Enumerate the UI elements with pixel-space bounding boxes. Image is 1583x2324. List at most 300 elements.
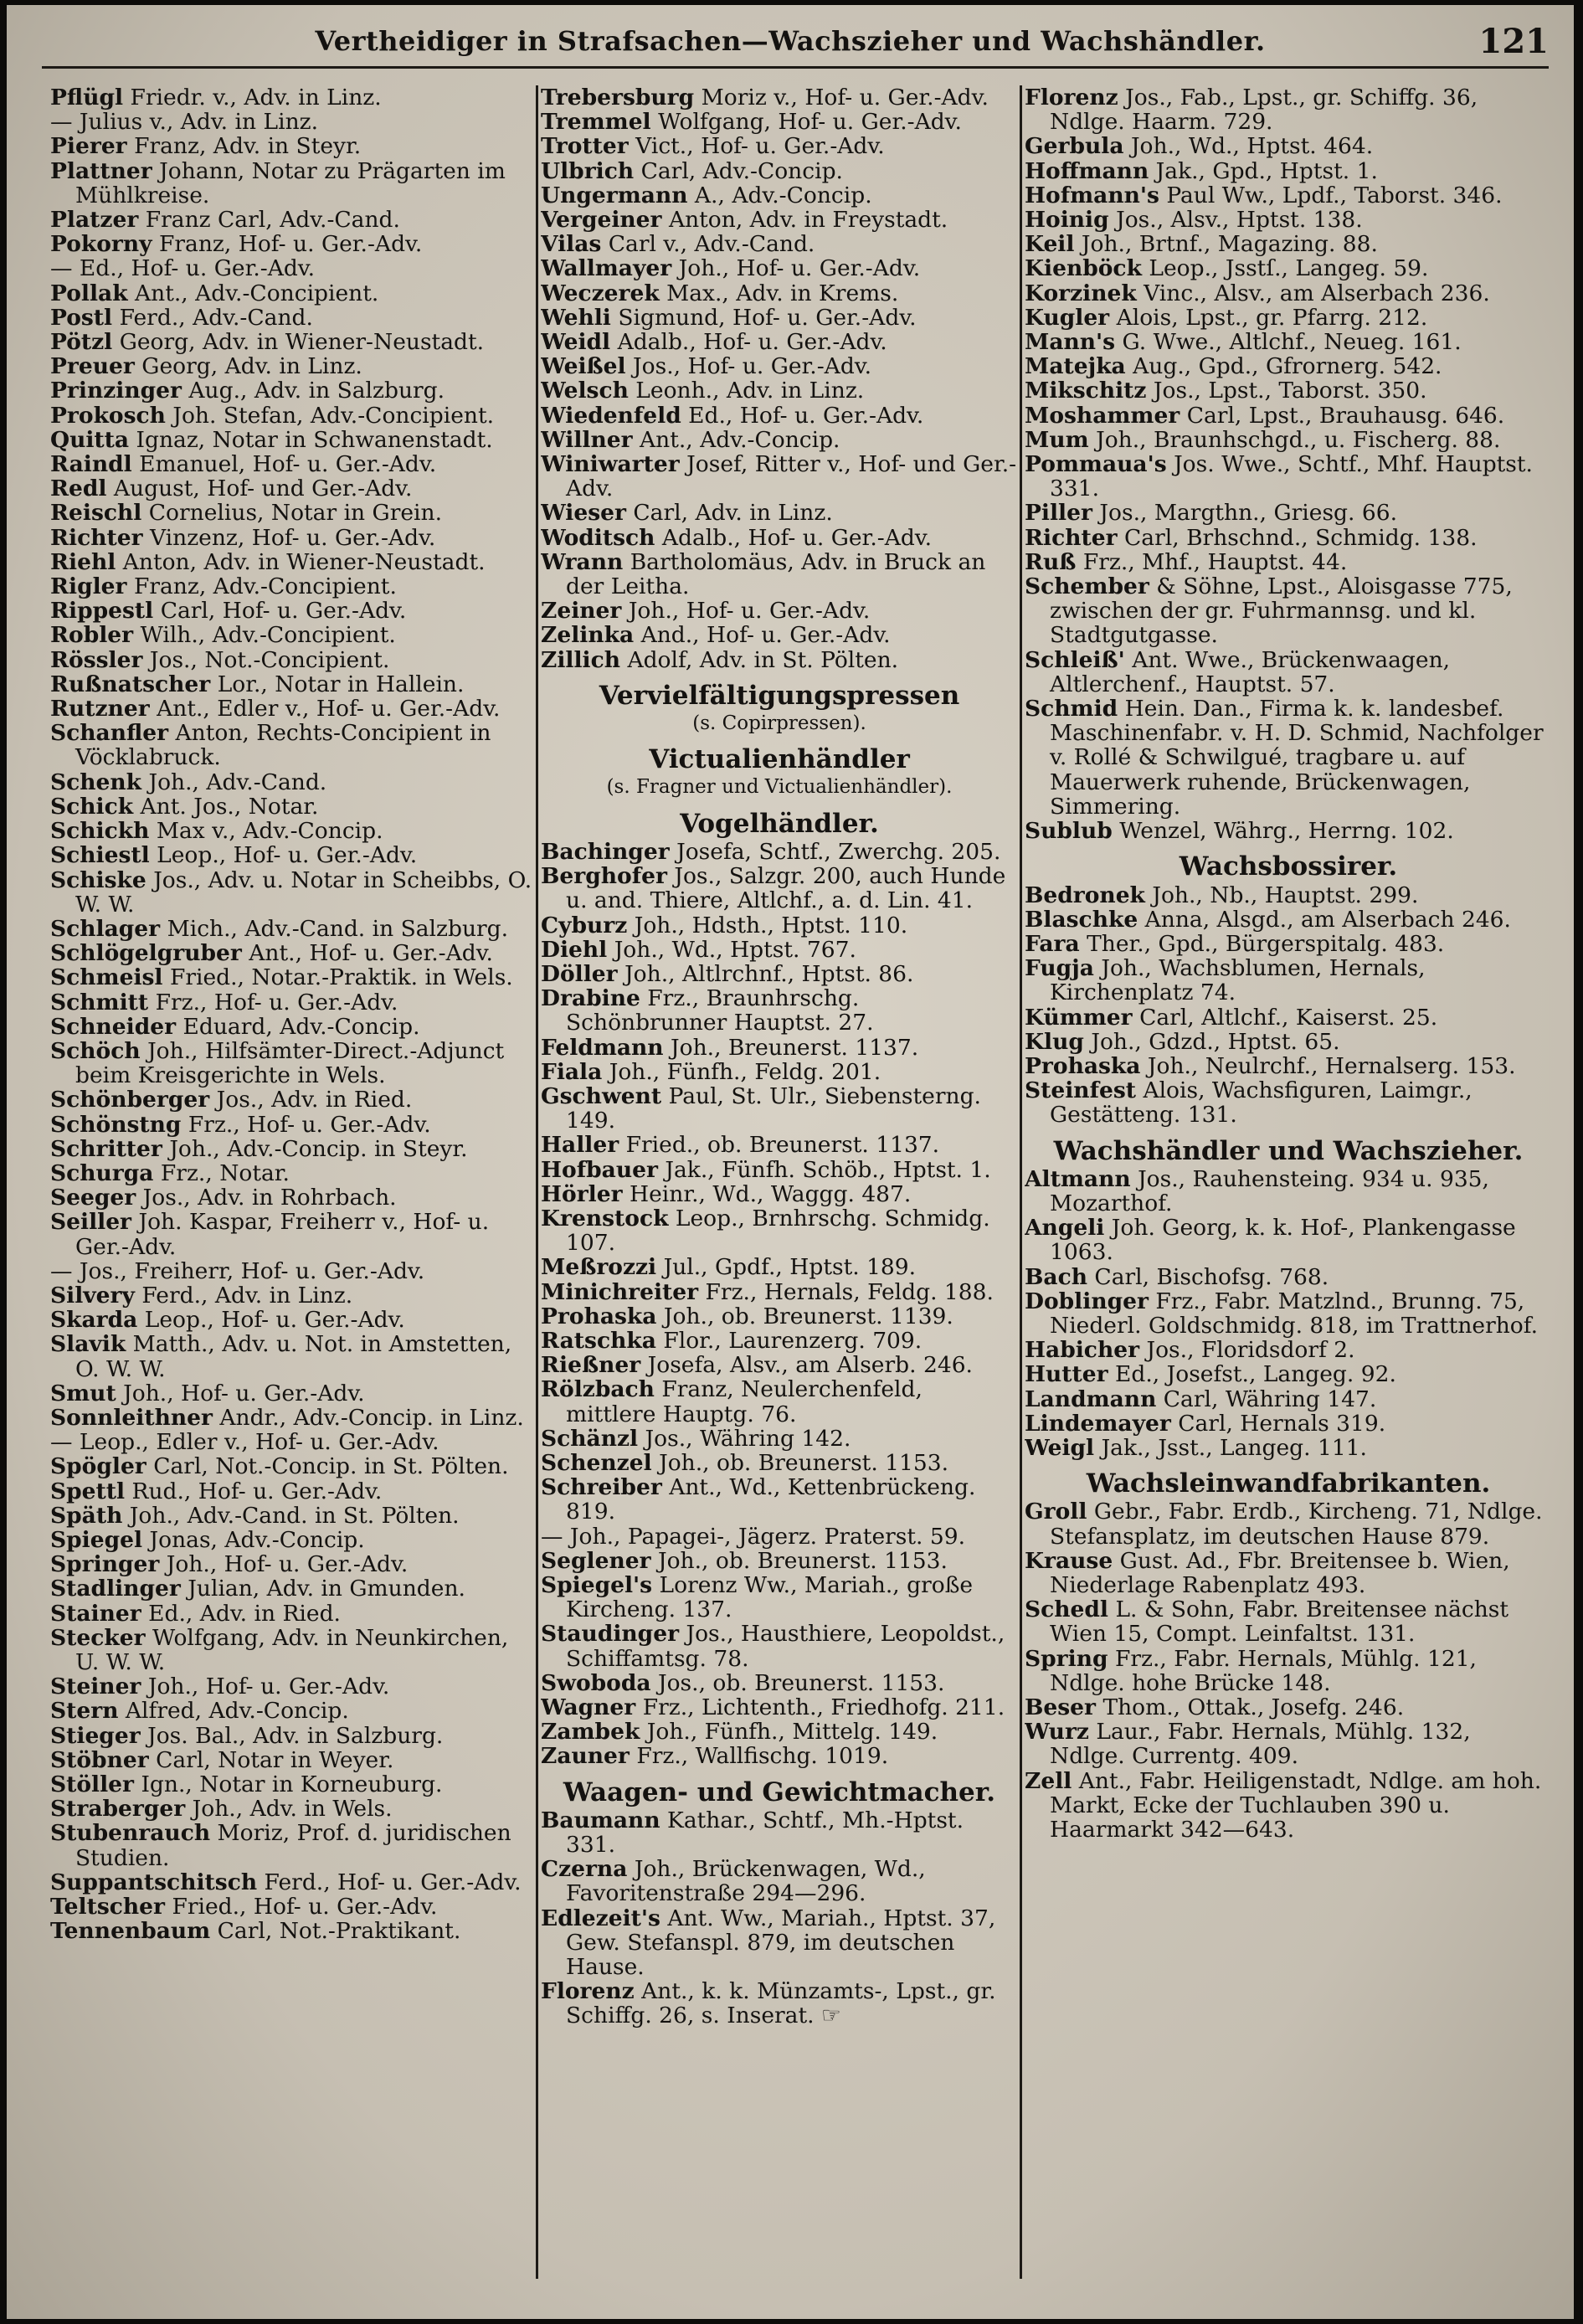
directory-entry [541,1304,1018,1329]
entry-name: Rießner [541,1352,641,1379]
directory-entry [50,1528,534,1552]
directory-entry [541,452,1018,501]
entry-name: Bach [1025,1263,1087,1290]
entry-name: Schanfler [50,720,169,747]
entry-details: Josefa, Alsv., am Alserb. 246. [647,1352,973,1379]
entry-name: Prokosch [50,402,166,429]
entry-details: Anna, Alsgd., am Alserbach 246. [1144,906,1511,933]
directory-entry [541,354,1018,378]
directory-entry [50,1015,534,1039]
entry-details: Ant. Wwe., Brückenwaagen, Altlerchenf., Hauptst. 57. [1050,646,1451,697]
directory-entry [541,1808,1018,1857]
entry-details: Carl, Altlchf., Kaiserst. 25. [1139,1004,1438,1031]
directory-entry [1025,1695,1552,1720]
directory-entry [541,1671,1018,1695]
entry-name: Schiestl [50,842,150,869]
entry-name: Bedronek [1025,882,1145,908]
entry-details: Anton, Adv. in Wiener-Neustadt. [122,548,486,575]
section-heading-vogelhaendler: Vogelhändler. [680,808,879,839]
section-heading-wachsbossirer: Wachsbossirer. [1179,851,1398,882]
entry-details: Jos., Salzgr. 200, auch Hunde u. and. Thiere, Altlchf., a. d. Lin. 41. [566,863,1006,914]
entry-name: Quitta [50,426,130,453]
entry-name: Pierer [50,133,127,160]
entry-name: Suppantschitsch [50,1869,258,1895]
entry-name: Schenk [50,769,142,795]
entry-name: Edlezeit's [541,1905,660,1931]
entry-details: Wolfgang, Adv. in Neunkirchen, U. W. W. [75,1624,509,1675]
entry-name: Keil [1025,231,1075,258]
directory-entry [541,1060,1018,1084]
entry-name: Schneider [50,1013,177,1040]
entry-name: Florenz [541,1978,635,2005]
entry-details: A., Adv.-Concip. [694,182,872,208]
directory-entry [1025,232,1552,256]
entry-details: — Ed., Hof- u. Ger.-Adv. [50,255,316,282]
directory-entry [50,526,534,550]
entry-list [541,840,1018,1769]
directory-entry [541,1906,1018,1980]
entry-name: Straberger [50,1796,186,1823]
entry-details: Ed., Adv. in Ried. [148,1600,341,1627]
entry-details: Joh., Hof- u. Ger.-Adv. [147,1674,390,1700]
directory-entry [541,1329,1018,1353]
directory-entry [541,134,1018,158]
entry-name: Krause [1025,1547,1113,1574]
entry-name: Hutter [1025,1361,1108,1388]
directory-entry [50,1308,534,1332]
entry-name: Stern [50,1698,119,1725]
entry-details: Joh., Wd., Hptst. 464. [1130,133,1374,160]
entry-details: Fried., ob. Breunerst. 1137. [625,1132,940,1159]
entry-details: Julian, Adv. in Gmunden. [188,1576,465,1602]
directory-entry [1025,501,1552,525]
entry-name: Woditsch [541,524,655,551]
entry-name: Vergeiner [541,207,662,234]
entry-name: Zillich [541,646,621,673]
entry-name: Meßrozzi [541,1254,657,1281]
entry-name: Stöbner [50,1746,149,1773]
entry-details: Joh., Hof- u. Ger.-Adv. [166,1551,409,1578]
entry-name: Hörler [541,1180,623,1207]
entry-name: Seiller [50,1209,132,1236]
entry-name: Silvery [50,1282,135,1309]
entry-name: Baumann [541,1807,660,1833]
entry-details: Ther., Gpd., Bürgerspitalg. 483. [1087,930,1445,957]
directory-entry [1025,1499,1552,1548]
entry-details: Moriz, Prof. d. juridischen Studien. [75,1820,511,1871]
entry-name: Rigler [50,573,127,600]
directory-entry [50,1895,534,1919]
entry-details: — Joh., Papagei-, Jägerz. Praterst. 59. [541,1523,966,1550]
entry-name: Preuer [50,353,135,380]
directory-entry [1025,378,1552,403]
entry-details: Joh., Altlrchnf., Hptst. 86. [624,960,914,987]
entry-details: Carl, Währing 147. [1163,1386,1377,1412]
entry-details: Aug., Gpd., Gfrornerg. 542. [1133,353,1442,380]
running-head: Vertheidiger in Strafsachen—Wachszieher und Wachshändler. [315,25,1266,57]
entry-details: Joh., ob. Breunerst. 1153. [657,1547,948,1574]
column-3 [1025,85,1552,2287]
entry-details: Joh., Brtnf., Magazing. 88. [1081,231,1378,258]
entry-name: Prohaska [1025,1052,1141,1079]
directory-entry [1025,306,1552,330]
directory-entry [541,1549,1018,1573]
directory-entry [50,1161,534,1185]
entry-details: Joh., Fünfh., Mittelg. 149. [646,1719,938,1746]
entry-details: Franz, Adv.-Concipient. [133,573,397,600]
entry-details: Jos. Wwe., Schtf., Mhf. Hauptst. 331. [1050,451,1533,502]
entry-name: Teltscher [50,1894,165,1920]
directory-entry [1025,1769,1552,1843]
directory-entry [50,1113,534,1137]
entry-details: Jak., Jsst., Langeg. 111. [1101,1434,1367,1461]
entry-details: Joh., Brückenwagen, Wd., Favoritenstraße 294—296. [566,1856,926,1907]
directory-entry [541,1573,1018,1622]
entry-name: Rutzner [50,696,150,722]
entry-name: Sublub [1025,818,1113,845]
entry-details: Adalb., Hof- u. Ger.-Adv. [617,329,887,356]
entry-name: Döller [541,960,618,987]
entry-details: Joh., Nb., Hauptst. 299. [1152,882,1419,908]
entry-details: Frz., Fabr. Matzlnd., Brunng. 75, Niederl. Goldschmidg. 818, im Trattnerhof. [1050,1288,1539,1339]
entry-name: Schöch [50,1037,141,1064]
directory-entry [1025,354,1552,378]
directory-entry [541,306,1018,330]
directory-entry [541,1524,1018,1549]
entry-details: Jos., Not.-Concipient. [149,646,390,673]
entry-name: Feldmann [541,1034,664,1061]
entry-name: Klug [1025,1028,1084,1055]
entry-name: Bachinger [541,838,670,865]
entry-name: Schönberger [50,1087,210,1113]
directory-entry [50,330,534,354]
entry-name: Angeli [1025,1215,1105,1242]
entry-details: Jos., Lpst., Taborst. 350. [1153,378,1427,404]
entry-details: Carl, Lpst., Brauhausg. 646. [1186,402,1505,429]
entry-name: Kugler [1025,304,1110,331]
entry-details: Jak., Gpd., Hptst. 1. [1155,157,1378,184]
entry-details: Paul Ww., Lpdf., Taborst. 346. [1166,182,1503,208]
entry-details: Jos. Bal., Adv. in Salzburg. [147,1722,444,1749]
entry-name: Pflügl [50,85,124,111]
entry-details: Max v., Adv.-Concip. [156,818,383,845]
entry-name: Kümmer [1025,1004,1133,1031]
entry-details: Frz., Hof- u. Ger.-Adv. [155,989,398,1015]
entry-details: Frz., Hof- u. Ger.-Adv. [188,1111,431,1138]
entry-name: Plattner [50,157,152,184]
entry-name: Weidl [541,329,611,356]
directory-entry [50,697,534,721]
entry-details: Anton, Adv. in Freystadt. [668,207,948,234]
column-2 [541,85,1018,2287]
entry-name: Mum [1025,426,1089,453]
directory-entry [1025,183,1552,208]
entry-details: Ant., Wd., Kettenbrückeng. 819. [566,1474,976,1525]
entry-details: Carl, Adv.-Concip. [640,157,843,184]
entry-details: Jak., Fünfh. Schöb., Hptst. 1. [665,1156,991,1183]
directory-entry [50,110,534,134]
entry-name: Weczerek [541,280,660,306]
entry-name: Rippestl [50,598,154,625]
directory-entry [1025,1265,1552,1289]
directory-entry [1025,1387,1552,1411]
entry-details: Alois, Lpst., gr. Pfarrg. 212. [1116,304,1428,331]
entry-details: Joh., Hof- u. Ger.-Adv. [123,1380,365,1406]
entry-list [1025,1167,1552,1460]
directory-entry [50,1381,534,1406]
entry-details: Georg, Adv. in Wiener-Neustadt. [119,329,485,356]
directory-entry [1025,648,1552,697]
directory-entry [50,721,534,769]
entry-details: Franz Carl, Adv.-Cand. [145,207,400,234]
directory-entry [1025,281,1552,306]
entry-details: Carl, Brhschnd., Schmidg. 138. [1124,524,1478,551]
entry-name: Schember [1025,573,1149,600]
entry-details: Jonas, Adv.-Concip. [149,1526,365,1553]
entry-name: Doblinger [1025,1288,1149,1314]
entry-details: Aug., Adv. in Salzburg. [188,378,445,404]
entry-details: Wenzel, Währg., Herrng. 102. [1119,818,1454,845]
entry-name: Vilas [541,231,602,258]
directory-entry [541,1377,1018,1426]
directory-entry [541,1622,1018,1670]
entry-details: Joh., Gdzd., Hptst. 65. [1091,1028,1340,1055]
directory-entry [50,1504,534,1528]
entry-name: Trebersburg [541,85,695,111]
directory-entry [541,550,1018,599]
entry-name: Spring [1025,1645,1108,1672]
entry-name: Zambek [541,1719,640,1746]
cross-reference: (s. Copirpressen). [692,712,866,735]
directory-entry [50,672,534,697]
cross-reference: (s. Fragner und Victualienhändler). [606,776,953,799]
entry-details: Georg, Adv. in Linz. [141,353,362,380]
directory-entry [1025,550,1552,574]
entry-details: Heinr., Wd., Waggg. 487. [630,1180,912,1207]
entry-details: Ant., Fabr. Heiligenstadt, Ndlge. am hoh. Markt, Ecke der Tuchlauben 390 u. Haarmarkt 342—643. [1050,1767,1542,1843]
section-heading-vervielfaeltigungspressen: Vervielfältigungspressen [599,680,960,711]
directory-entry [1025,1167,1552,1216]
entry-name: Moshammer [1025,402,1180,429]
directory-entry [1025,1362,1552,1386]
section-heading-wachshaendler-wachszieher: Wachshändler und Wachszieher. [1053,1135,1524,1166]
entry-name: Seglener [541,1547,651,1574]
entry-name: Swoboda [541,1669,651,1696]
entry-details: Ign., Notar in Korneuburg. [141,1771,443,1798]
entry-details: Jos., Rauhensteing. 934 u. 935, Mozarthof. [1050,1165,1489,1216]
directory-entry [541,378,1018,403]
entry-name: Spögler [50,1453,146,1480]
directory-entry [541,1133,1018,1157]
directory-entry [541,962,1018,986]
entry-list [541,85,1018,672]
entry-details: Ant. Jos., Notar. [140,793,319,820]
entry-name: Diehl [541,936,608,963]
entry-name: Habicher [1025,1337,1140,1364]
entry-name: Skarda [50,1307,138,1334]
entry-details: Thom., Ottak., Josefg. 246. [1102,1694,1405,1720]
directory-entry [50,1699,534,1723]
entry-name: Hofmann's [1025,182,1159,208]
directory-entry [50,1870,534,1895]
directory-entry [50,1210,534,1258]
entry-details: Jos., Hof- u. Ger.-Adv. [633,353,872,380]
entry-details: Jos., Hausthiere, Leopoldst., Schiffamtsg. 78. [566,1621,1005,1672]
entry-details: Joh., Hof- u. Ger.-Adv. [628,598,871,625]
directory-entry [541,1979,1018,2028]
directory-entry [1025,1338,1552,1362]
directory-entry [541,330,1018,354]
entry-details: Mich., Adv.-Cand. in Salzburg. [167,915,509,942]
entry-details: Fried., Notar.-Praktik. in Wels. [169,964,513,991]
entry-name: Zell [1025,1767,1072,1794]
entry-details: Jos., Fab., Lpst., gr. Schiffg. 36, Ndlge. Haarm. 729. [1050,85,1478,136]
entry-name: Florenz [1025,85,1118,111]
directory-entry [541,1857,1018,1905]
entry-name: Slavik [50,1331,126,1358]
directory-entry [1025,907,1552,932]
directory-entry [541,85,1018,110]
directory-entry [1025,1720,1552,1768]
directory-entry [541,840,1018,864]
directory-entry [50,1332,534,1381]
entry-name: Wieser [541,500,626,527]
entry-name: Staudinger [541,1621,680,1648]
directory-entry [541,913,1018,938]
page-number: 121 [1478,22,1549,61]
entry-name: Wehli [541,304,611,331]
directory-entry [50,1626,534,1674]
entry-name: Stieger [50,1722,141,1749]
entry-name: Schlögelgruber [50,940,242,967]
directory-entry [1025,1216,1552,1264]
entry-name: Rußnatscher [50,671,211,697]
directory-entry [1025,1597,1552,1646]
directory-entry [541,183,1018,208]
entry-details: Lorenz Ww., Mariah., große Kircheng. 137. [566,1571,974,1623]
entry-details: Jos., Alsv., Hptst. 138. [1116,207,1363,234]
entry-name: Steinfest [1025,1077,1136,1104]
entry-details: Alfred, Adv.-Concip. [125,1698,349,1725]
entry-name: Pötzl [50,329,113,356]
directory-entry [1025,85,1552,134]
entry-details: Frz., Notar. [160,1159,290,1186]
entry-details: And., Hof- u. Ger.-Adv. [640,622,891,649]
entry-name: Mikschitz [1025,378,1147,404]
directory-entry [541,1206,1018,1255]
entry-name: Pollak [50,280,128,306]
directory-entry [50,1797,534,1821]
directory-entry [50,843,534,867]
directory-entry [541,1084,1018,1133]
directory-entry [541,281,1018,306]
entry-details: Jos., Margthn., Griesg. 66. [1099,500,1398,527]
entry-details: Leonh., Adv. in Linz. [635,378,865,404]
entry-details: Hein. Dan., Firma k. k. landesbef. Maschinenfabr. v. H. D. Schmid, Nachfolger v. Rollé & Schwilgué, tragbare u. auf Mauerwerk ruhende, Brückenwagen, Simmering. [1050,696,1544,820]
entry-details: Josef, Ritter v., Hof- und Ger.-Adv. [566,451,1017,502]
directory-entry [1025,1549,1552,1597]
entry-name: Wurz [1025,1719,1089,1746]
entry-name: Springer [50,1551,160,1578]
entry-name: Schenzel [541,1449,652,1476]
entry-name: Richter [1025,524,1118,551]
entry-name: Stecker [50,1624,146,1651]
entry-name: Stadlinger [50,1576,181,1602]
entry-details: Jul., Gpdf., Hptst. 189. [663,1254,917,1281]
entry-name: Späth [50,1502,123,1529]
directory-entry [1025,1647,1552,1695]
entry-name: Rölzbach [541,1376,655,1403]
entry-list [1025,883,1552,1128]
directory-entry [541,232,1018,256]
column-rule-1 [536,85,538,2279]
entry-details: — Leop., Edler v., Hof- u. Ger.-Adv. [50,1429,439,1456]
entry-name: Kienböck [1025,255,1142,282]
directory-entry [50,550,534,574]
entry-details: Frz., Lichtenth., Friedhofg. 211. [642,1694,1005,1720]
entry-name: Matejka [1025,353,1126,380]
directory-entry [541,1451,1018,1475]
entry-details: Frz., Hernals, Feldg. 188. [705,1278,994,1305]
directory-entry [541,599,1018,623]
entry-name: Schiske [50,866,146,893]
directory-entry [50,256,534,280]
entry-details: Joh., Fünfh., Feldg. 201. [609,1058,881,1085]
entry-name: Schlager [50,915,161,942]
entry-name: Weigl [1025,1434,1095,1461]
directory-entry [1025,697,1552,819]
entry-details: Lor., Notar in Hallein. [217,671,465,697]
directory-entry [541,208,1018,232]
entry-name: Groll [1025,1499,1087,1525]
entry-name: Krenstock [541,1205,669,1231]
directory-entry [1025,159,1552,183]
entry-details: Leop., Hof- u. Ger.-Adv. [144,1307,405,1334]
directory-entry [50,819,534,843]
directory-entry [50,770,534,794]
entry-details: Carl, Hernals 319. [1178,1410,1386,1437]
entry-name: Hoinig [1025,207,1109,234]
entry-name: Smut [50,1380,116,1406]
entry-details: Joh., Breunerst. 1137. [671,1034,919,1061]
entry-name: Pokorny [50,231,152,258]
entry-name: Wiedenfeld [541,402,681,429]
directory-entry [50,990,534,1015]
entry-name: Schmid [1025,696,1118,722]
entry-name: Zauner [541,1743,630,1770]
directory-entry [541,1475,1018,1524]
entry-name: Mann's [1025,329,1116,356]
directory-entry [1025,819,1552,843]
entry-name: Schritter [50,1135,162,1162]
directory-entry [1025,526,1552,550]
entry-name: Minichreiter [541,1278,699,1305]
directory-entry [50,1039,534,1087]
entry-details: L. & Sohn, Fabr. Breitensee nächst Wien 15, Compt. Leinfaltst. 131. [1050,1596,1509,1648]
entry-details: Carl, Notar in Weyer. [156,1746,394,1773]
entry-name: Stubenrauch [50,1820,211,1847]
directory-entry [1025,883,1552,907]
directory-entry [50,378,534,403]
directory-page [7,5,1574,2319]
entry-details: Andr., Adv.-Concip. in Linz. [219,1404,524,1431]
directory-entry [50,354,534,378]
page-header [7,17,1574,69]
entry-details: Leop., Jsstſ., Langeg. 59. [1149,255,1429,282]
entry-name: Zelinka [541,622,635,649]
entry-name: Prohaska [541,1303,657,1329]
entry-details: Leop., Hof- u. Ger.-Adv. [157,842,418,869]
